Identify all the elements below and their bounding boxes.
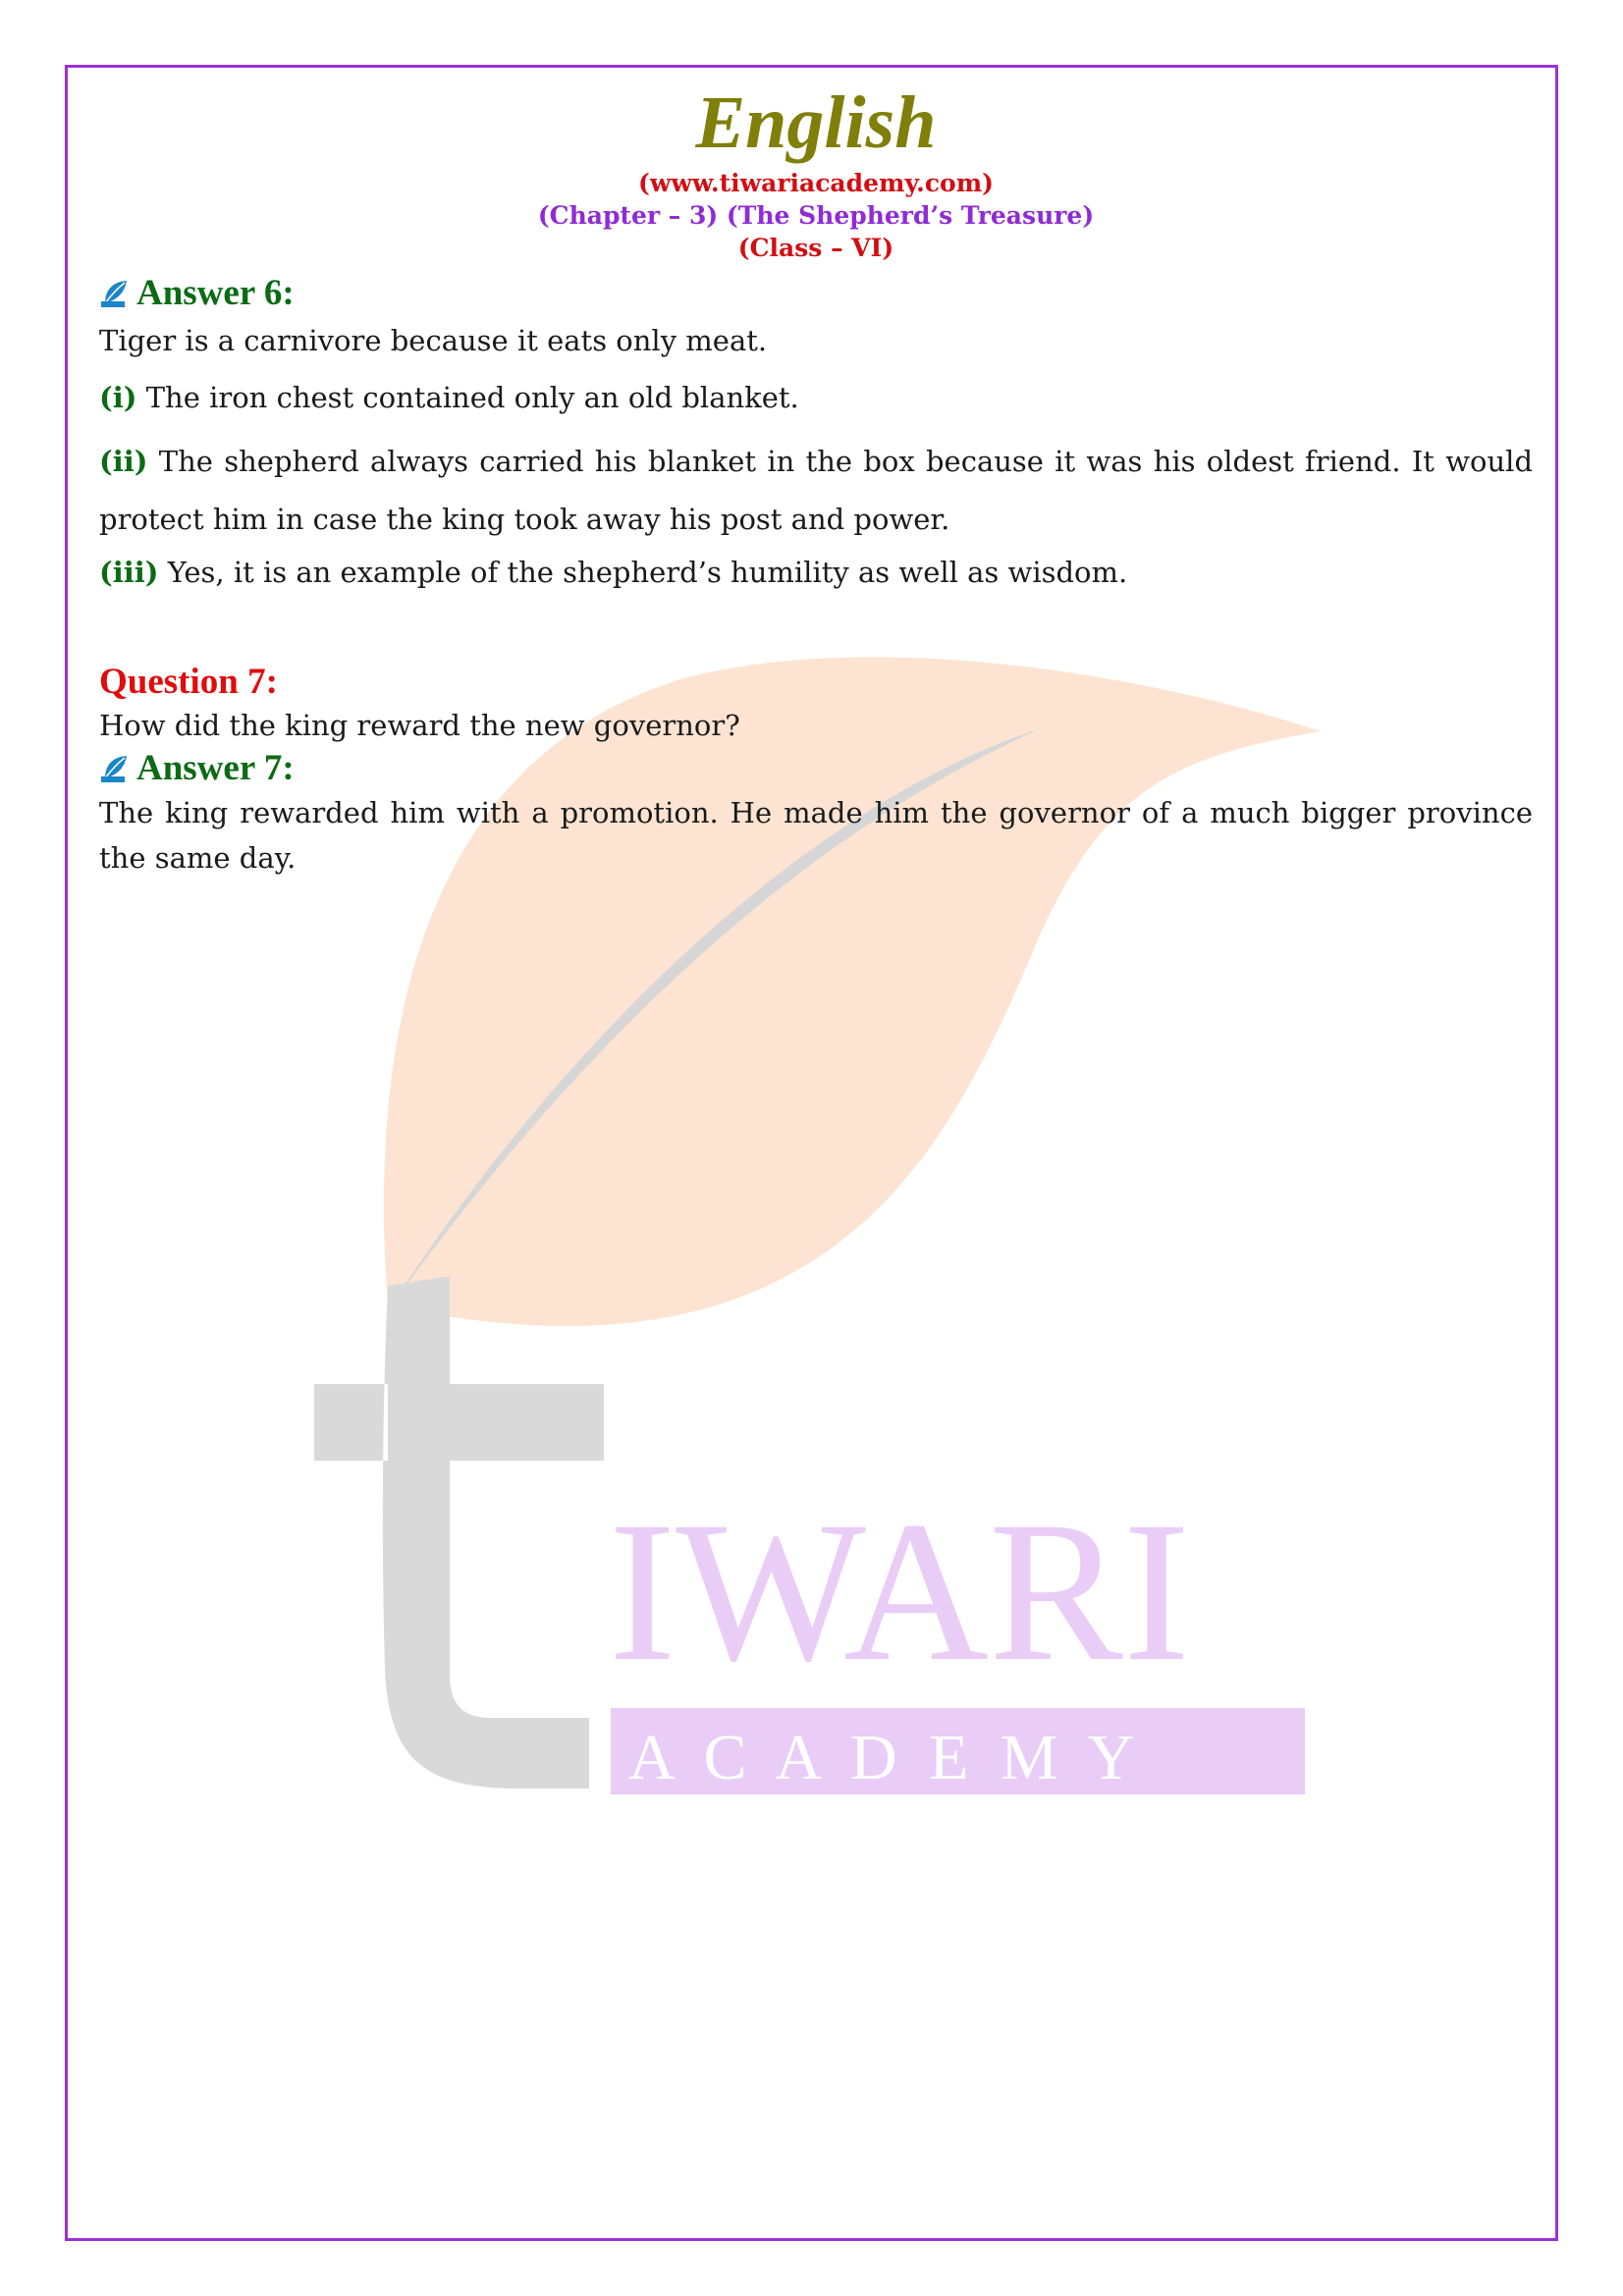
answer-7-heading-text: Answer 7: xyxy=(136,748,295,788)
answer-6-part-i xyxy=(99,376,1533,419)
chapter-label: (Chapter – 3) (The Shepherd’s Treasure) xyxy=(537,201,1095,230)
tiwari-leaf-icon xyxy=(99,753,129,784)
answer-6-heading xyxy=(99,272,1533,315)
question-7-text: How did the king reward the new governor? xyxy=(99,709,740,742)
answer-7-text: The king rewarded him with a promotion. He made him the governor of a much bigger province the same day. xyxy=(99,796,1533,875)
part-label: (ii) xyxy=(99,445,148,478)
website-link: (www.tiwariacademy.com) xyxy=(637,169,994,197)
part-label: (iii) xyxy=(99,556,159,589)
part-text: Yes, it is an example of the shepherd’s humility as well as wisdom. xyxy=(167,556,1128,589)
answer-6-intro: Tiger is a carnivore because it eats only meat. xyxy=(99,324,768,357)
answer-6-heading-text: Answer 6: xyxy=(136,273,295,313)
t-letter xyxy=(314,1276,604,1789)
page-content xyxy=(99,79,1533,881)
tiwari-leaf-icon xyxy=(99,278,129,309)
part-text: The iron chest contained only an old blanket. xyxy=(145,381,799,414)
answer-7-heading xyxy=(99,747,1533,790)
class-label: (Class – VI) xyxy=(737,234,894,262)
answer-6-part-ii xyxy=(99,433,1533,549)
watermark-tagline: A C A D E M Y xyxy=(628,1722,1143,1793)
part-text: The shepherd always carried his blanket in the box because it was his oldest friend. It would protect him in case the king took away his post and power. xyxy=(99,445,1534,536)
page-title: English xyxy=(695,81,937,164)
part-label: (i) xyxy=(99,381,137,414)
watermark-brand: IWARI xyxy=(609,1480,1191,1703)
answer-6-part-iii xyxy=(99,551,1533,594)
question-7-heading: Question 7: xyxy=(99,662,278,702)
